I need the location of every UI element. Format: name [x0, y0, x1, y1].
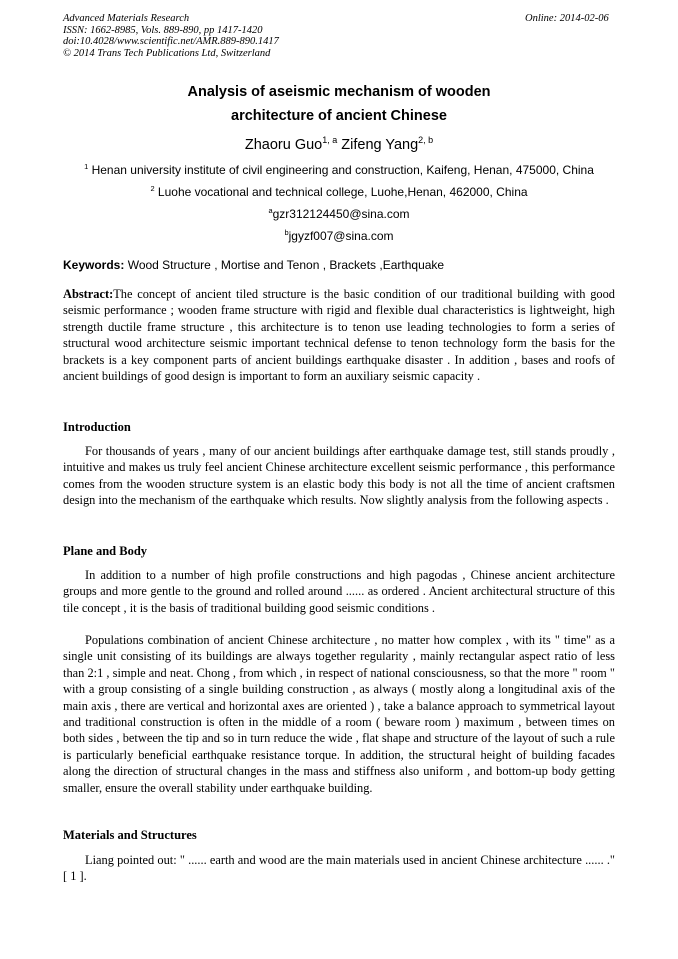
materials-paragraph: Liang pointed out: " ...... earth and wood are the main materials used in ancient Chinese architecture ...... ." [ 1 ]. — [63, 853, 615, 884]
online-date: Online: 2014-02-06 — [525, 13, 609, 24]
affiliation-1 — [63, 163, 615, 177]
plane-body-paragraph-1: In addition to a number of high profile constructions and high pagodas , Chinese ancient architecture groups and more gentle to the ground and rolled around ...... as ordered . Ancient architectural structure of this tile concept , it is the basis of traditional building good seismic conditions . — [63, 568, 615, 615]
keywords-text: Wood Structure , Mortise and Tenon , Brackets ,Earthquake — [127, 258, 445, 272]
affiliation-1-text: Henan university institute of civil engineering and construction, Kaifeng, Henan, 475000, China — [91, 163, 594, 177]
journal-name: Advanced Materials Research — [63, 13, 190, 24]
journal-header — [63, 13, 279, 59]
section-heading-materials-structures: Materials and Structures — [63, 828, 197, 842]
issn-line: ISSN: 1662-8985, Vols. 889-890, pp 1417-1420 — [63, 24, 263, 36]
abstract-label: Abstract: — [63, 287, 114, 301]
author-2-name: Zifeng Yang — [341, 137, 419, 153]
author-2-sup: 2, b — [418, 135, 434, 146]
abstract — [63, 286, 615, 384]
email-1-text: gzr312124450@sina.com — [272, 207, 410, 221]
affiliation-2 — [63, 185, 615, 199]
abstract-text: The concept of ancient tiled structure is the basic condition of our traditional building with good seismic performance ; wooden frame structure with rigid and flexible dual characteristics is lightweight, high strength ductile frame structure , this architecture is to tenon use leading technologies to form a series of structural wood architecture seismic important technical defense to tenon technology form the basis for the brackets is a key component parts of ancient buildings earthquake disaster . In addition , bases and roofs of ancient buildings of good design is important to form an auxiliary seismic capacity . — [63, 287, 615, 384]
keywords-label: Keywords: — [63, 258, 125, 272]
author-1-name: Zhaoru Guo — [244, 137, 323, 153]
email-2 — [63, 229, 615, 243]
paper-title-line-2: architecture of ancient Chinese — [231, 108, 447, 124]
copyright-line: © 2014 Trans Tech Publications Ltd, Switzerland — [63, 47, 271, 59]
doi-line: doi:10.4028/www.scientific.net/AMR.889-890.1417 — [63, 36, 279, 47]
keywords-line — [63, 258, 444, 272]
email-1-sup: a — [268, 206, 273, 215]
author-1-sup: 1, a — [322, 135, 338, 146]
section-heading-plane-body: Plane and Body — [63, 544, 148, 558]
paper-title-line-1: Analysis of aseismic mechanism of wooden — [187, 84, 491, 100]
affiliation-1-sup: 1 — [84, 162, 89, 171]
affiliation-2-sup: 2 — [150, 184, 155, 193]
author-list — [63, 137, 615, 153]
email-2-text: jgyzf007@sina.com — [288, 229, 394, 243]
section-heading-introduction: Introduction — [63, 420, 131, 434]
email-2-sup: b — [284, 228, 289, 237]
affiliation-2-text: Luohe vocational and technical college, Luohe,Henan, 462000, China — [157, 185, 528, 199]
introduction-paragraph: For thousands of years , many of our ancient buildings after earthquake damage test, still stands proudly , intuitive and makes us truly feel ancient Chinese architecture excellent seismic performance , this performance comes from the wooden structure system is an elastic body this body is not all the time of ancient craftsmen design into the mechanism of the earthquake which results. Now slightly analysis from the following aspects . — [63, 444, 615, 508]
plane-body-paragraph-2: Populations combination of ancient Chinese architecture , no matter how complex , with its " time" as a single unit consisting of its buildings are always together regularity , mainly rectangular aspect ratio of less than 2:1 , simple and neat. Chong , from which , in respect of national consciousness, so that the more " room " with a group consisting of a single building construction , as always ( mostly along a longitudinal axis of the main axis , there are vertical and horizontal axes are oriented ) , take a balance approach to symmetrical layout and traditional construction is often in the middle of a room ( beware room ) maximum , between times on both sides , between the tip and so in turn reduce the wide , flat shape and structure of the layout of such a rule is particularly beneficial earthquake resistance torque. In addition, the structural height of building facades along the direction of structural changes in the mass and stiffness also uniform , and bottom-up body getting smaller, ensure the overall stability under earthquake building. — [63, 633, 615, 795]
email-1 — [63, 207, 615, 221]
